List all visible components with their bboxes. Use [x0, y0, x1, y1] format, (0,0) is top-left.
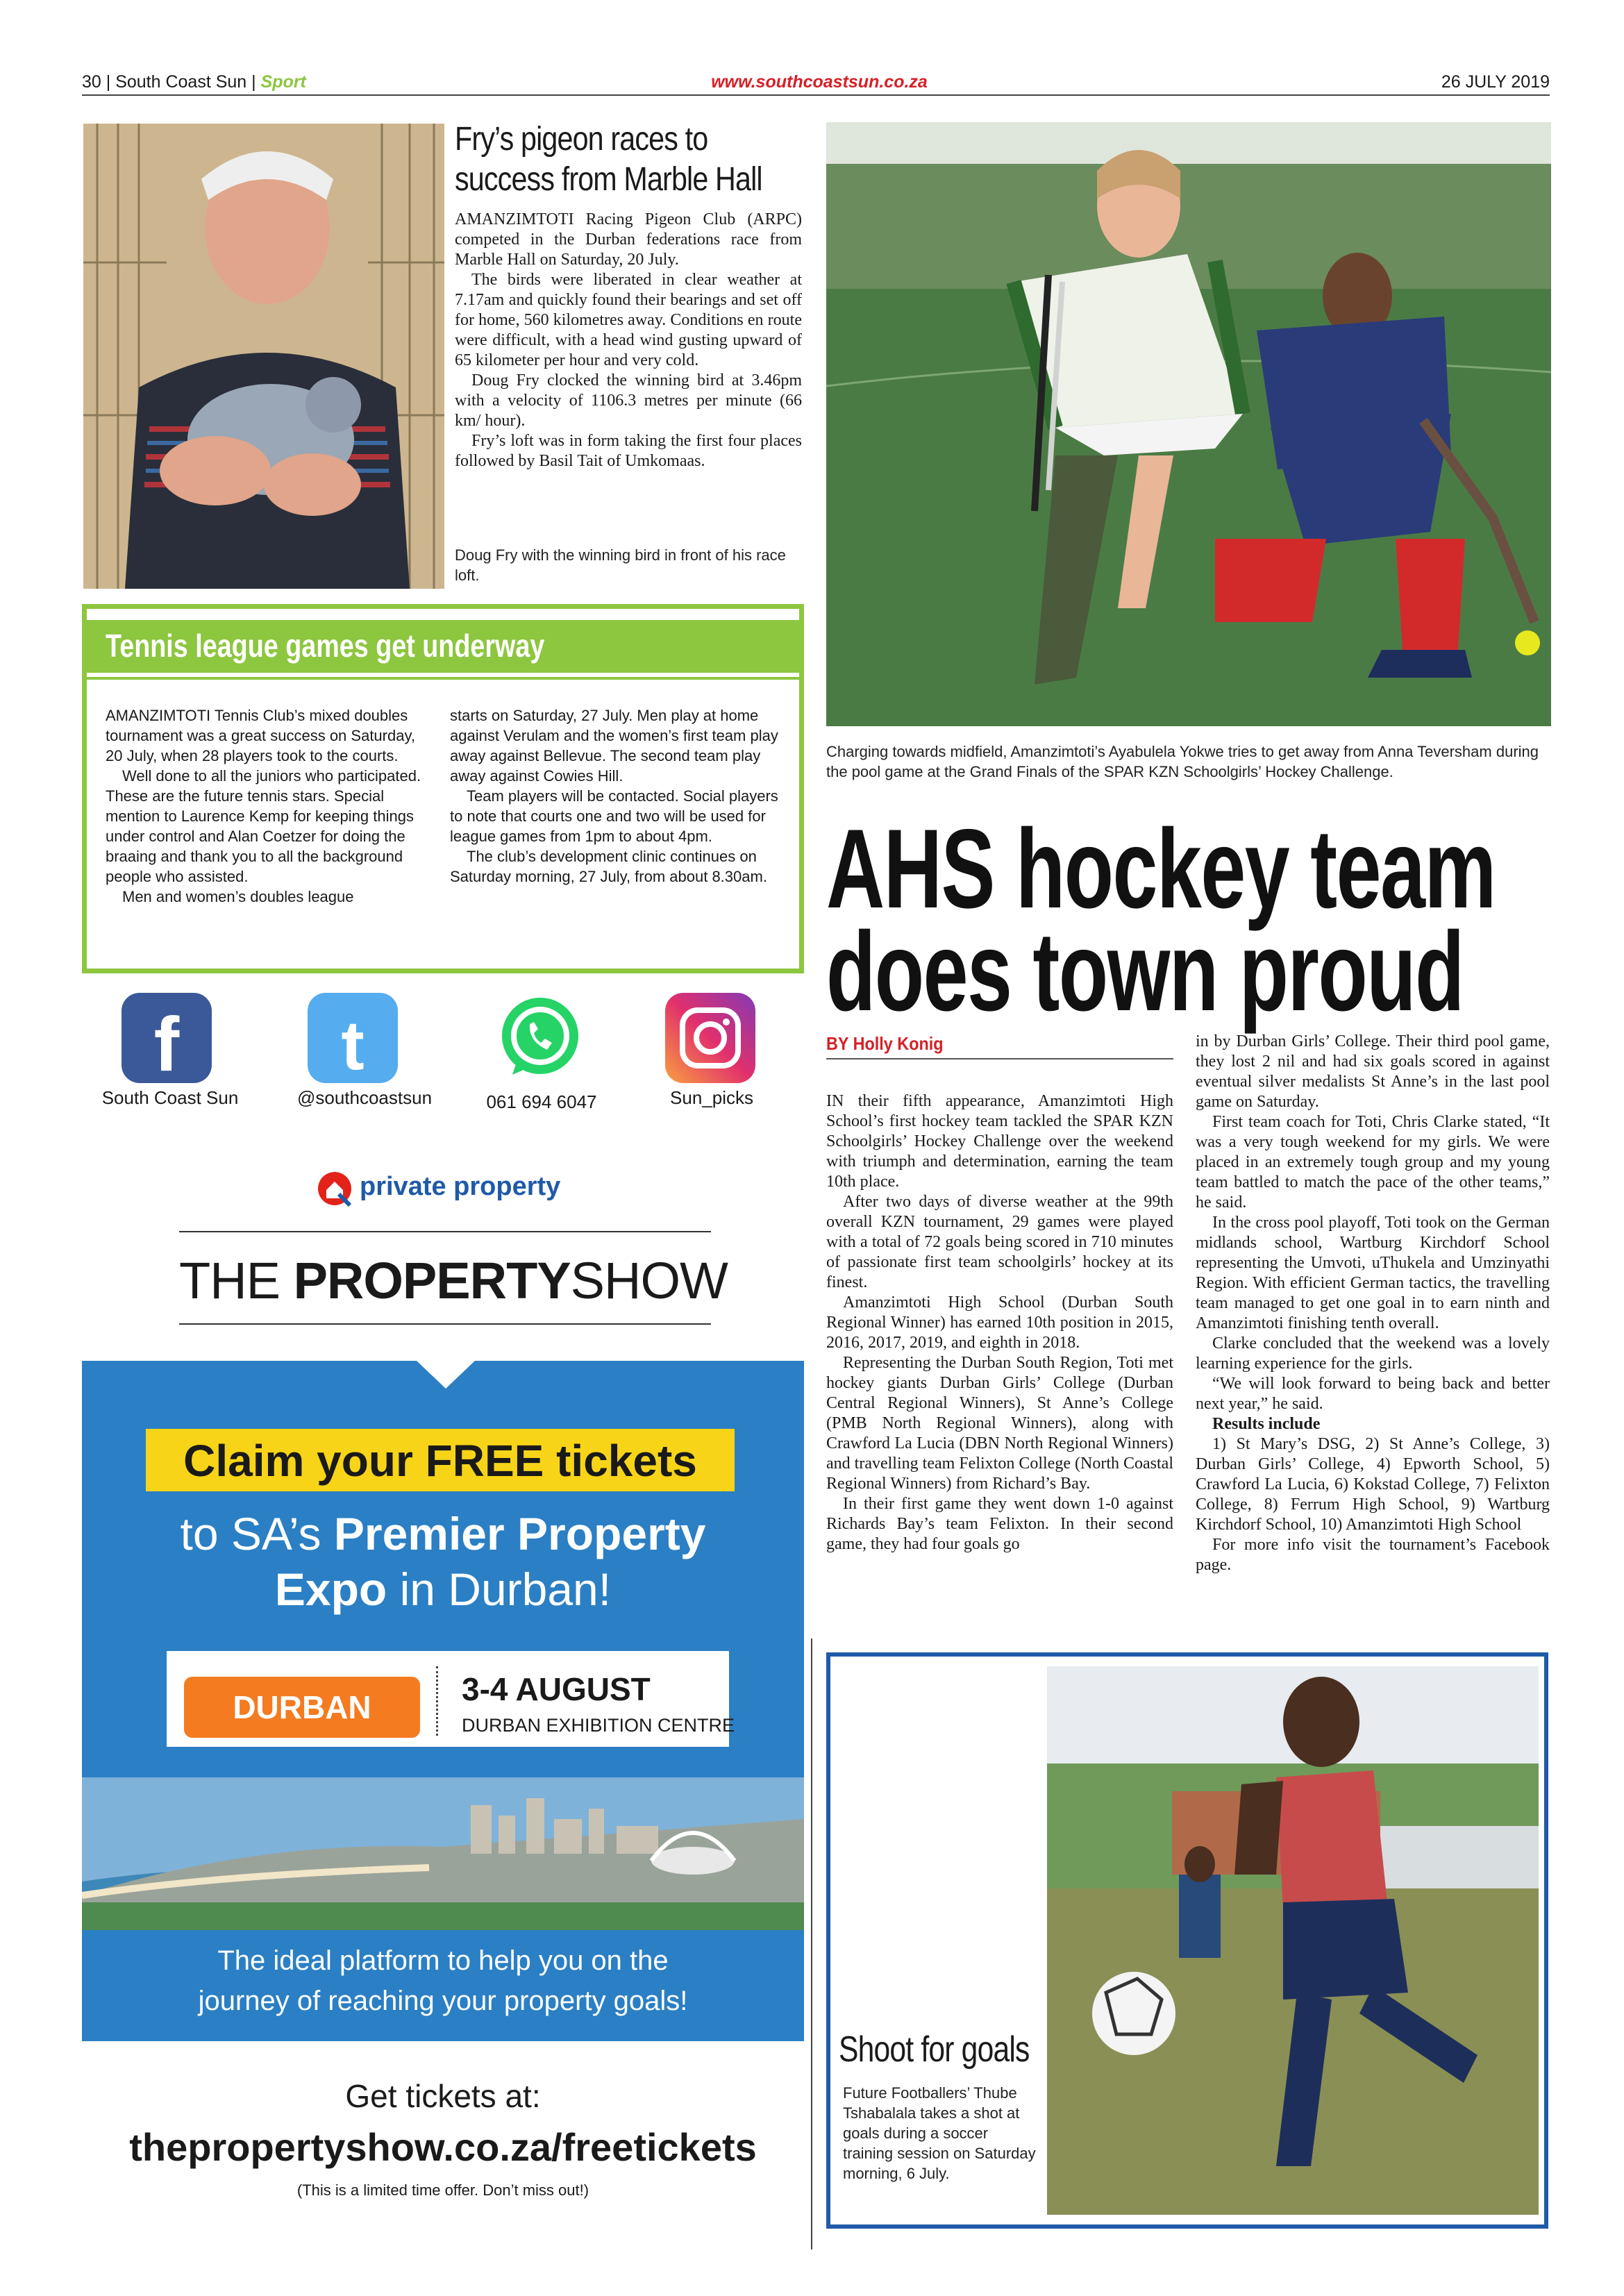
section-label: Sport [260, 72, 306, 92]
premier-line [82, 1505, 804, 1562]
hockey-col2-para-2: First team coach for Toti, Chris Clarke stated, “It was a very tough weekend for my girls. We were placed in an extremely tough group and my young team battled to match the pace of the other teams,” he said. [1196, 1113, 1550, 1212]
pigeon-para-4: Fry’s loft was in form taking the first four places followed by Basil Tait of Umkomaas. [455, 432, 802, 470]
pigeon-para-2: The birds were liberated in clear weather at 7.17am and quickly found their bearings and set off for home, 560 kilometres away. Conditions en route were difficult, with a head wind gusting upward of 65 kilometer per hour and very cold. [455, 271, 802, 369]
tennis-col-2 [450, 705, 782, 887]
show-title-the: THE [179, 1252, 280, 1309]
get-tickets-label: Get tickets at: [345, 2078, 541, 2114]
whatsapp-icon[interactable] [495, 993, 585, 1083]
svg-text:f: f [153, 1002, 180, 1083]
pigeon-caption: Doug Fry with the winning bird in front of his race loft. [455, 546, 786, 584]
twitter-label: @southcoastsun [296, 1087, 433, 1108]
hockey-col1-para-5: In their first game they went down 1-0 against Richards Bay’s team Felixton. In their second game, they had four goals go [826, 1495, 1173, 1553]
claim-text: Claim your FREE tickets [183, 1436, 697, 1486]
hockey-photo [826, 122, 1551, 726]
tagline-line2: journey of reaching your property goals! [198, 1986, 688, 2016]
website-link[interactable]: www.southcoastsun.co.za [711, 72, 928, 92]
show-title-show: SHOW [570, 1252, 728, 1309]
hockey-col1-para-4: Representing the Durban South Region, Toti met hockey giants Durban Girls’ College (Durban Central Regional Winners), St Anne’s College (PMB North Regional Winners), along with Crawford La Lucia (DBN North Regional Winners) and travelling team Felixton College (North Coastal Regional Winners) from Richard’s Bay. [826, 1354, 1173, 1493]
pigeon-headline-line2: success from Marble Hall [455, 161, 762, 198]
pigeon-para-3: Doug Fry clocked the winning bird at 3.46pm with a velocity of 1106.3 metres per minute (66 km/ hour). [455, 371, 802, 430]
ad-notch [417, 1361, 475, 1389]
results-list: 1) St Mary’s DSG, 2) St Anne’s College, 3) Durban Girls’ College, 4) Epworth School, 5) Crawford La Lucia, 6) Kokstad College, 7) Felixton College, 8) Ferrum High School, 9) Wartburg Kirchdorf School, 10) Amanzimtoti High School [1196, 1435, 1550, 1534]
pigeon-headline [455, 119, 765, 200]
instagram-icon[interactable] [665, 993, 755, 1083]
svg-text:t: t [341, 1007, 365, 1083]
durban-skyline-photo [82, 1777, 804, 1930]
tennis-headline: Tennis league games get underway [106, 628, 545, 664]
pigeon-photo [83, 124, 444, 589]
tennis-col2-para-1: starts on Saturday, 27 July. Men play at home against Verulam and the women’s first team play away against Bellevue. The second team play away against Cowies Hill. [450, 707, 778, 785]
premier-emph: Premier Property [333, 1508, 706, 1559]
private-property-logo [314, 1166, 578, 1208]
ad-rule-bottom [179, 1323, 711, 1325]
tennis-col2-para-2: Team players will be contacted. Social players to note that courts one and two will be used for league games from 1pm to about 4pm. [450, 787, 778, 845]
instagram-label: Sun_picks [670, 1087, 753, 1108]
tennis-col1-para-3: Men and women’s doubles league [122, 888, 354, 905]
tennis-band-rule [87, 677, 799, 680]
pigeon-body [455, 210, 802, 471]
whatsapp-label: 061 694 6047 [486, 1091, 597, 1112]
show-title-property: PROPERTY [293, 1252, 571, 1309]
private-property-brand: private property [360, 1172, 561, 1201]
facebook-icon[interactable] [122, 993, 212, 1083]
tagline-line1: The ideal platform to help you on the [217, 1945, 669, 1976]
hockey-photo-caption: Charging towards midfield, Amanzimtoti’s Ayabulela Yokwe tries to get away from Anna Teversham during the pool game at the Grand Finals of the SPAR KZN Schoolgirls’ Hockey Challenge. [826, 743, 1539, 780]
pigeon-photo-illustration [83, 124, 444, 589]
facebook-label: South Coast Sun [101, 1087, 239, 1108]
soccer-caption: Future Footballers’ Thube Tshabalala takes a shot at goals during a soccer training session on Saturday morning, 6 July. [843, 2084, 1036, 2182]
more-info: For more info visit the tournament’s Facebook page. [1196, 1536, 1550, 1574]
page-info: 30 | South Coast Sun | [82, 72, 256, 92]
tennis-col-1 [106, 705, 433, 907]
twitter-icon[interactable] [308, 993, 398, 1083]
issue-date: 26 JULY 2019 [1441, 72, 1550, 92]
durban-label: DURBAN [233, 1689, 371, 1725]
property-show-title [179, 1250, 728, 1312]
tennis-col2-para-3: The club’s development clinic continues on Saturday morning, 27 July, from about 8.30am. [450, 848, 767, 885]
ad-disclaimer: (This is a limited time offer. Don’t miss out!) [296, 2181, 589, 2199]
ticket-url-link[interactable]: thepropertyshow.co.za/freetickets [129, 2125, 757, 2169]
pigeon-headline-line1: Fry’s pigeon races to [455, 121, 708, 158]
byline-rule [826, 1058, 1173, 1059]
hockey-headline-line2: does town proud [826, 909, 1464, 1034]
house-icon [314, 1166, 355, 1208]
soccer-photo [1047, 1666, 1539, 2215]
soccer-headline: Shoot for goals [839, 2029, 1030, 2070]
hockey-byline: BY Holly Konig [826, 1033, 944, 1054]
hockey-col-2 [1196, 1032, 1550, 1575]
tennis-col1-para-2: Well done to all the juniors who participated. These are the future tennis stars. Special mention to Laurence Kemp for keeping things under control and Alan Coetzer for doing the braaing and thank you to all the background people who assisted. [106, 767, 421, 885]
hockey-col1-para-1: IN their fifth appearance, Amanzimtoti High School’s first hockey team tackled the SPAR KZN Schoolgirls’ Hockey Challenge over the weekend with triumph and determination, earning the team 10th place. [826, 1092, 1173, 1191]
hockey-headline-line1: AHS hockey team [826, 806, 1496, 932]
hockey-col2-para-3: In the cross pool playoff, Toti took on the German midlands school, Wartburg Kirchdorf School representing the Umvoti, uThukela and Umzinyathi Region. With efficient German tactics, the travelling team managed to get one goal in to earn ninth and Amanzimtoti finishing tenth overall. [1196, 1214, 1550, 1332]
pigeon-para-1: AMANZIMTOTI Racing Pigeon Club (ARPC) competed in the Durban federations race from Marble Hall on Saturday, 20 July. [455, 210, 802, 269]
date-divider [436, 1666, 438, 1736]
tennis-col1-para-1: AMANZIMTOTI Tennis Club’s mixed doubles tournament was a great success on Saturday, 20 July, when 28 players took to the courts. [106, 707, 415, 764]
event-dates: 3-4 AUGUST [462, 1671, 651, 1707]
results-heading: Results include [1212, 1415, 1321, 1433]
expo-line [82, 1561, 804, 1618]
expo-suffix: in Durban! [387, 1564, 612, 1615]
premier-prefix: to SA’s [180, 1508, 334, 1559]
hockey-col1-para-2: After two days of diverse weather at the 99th overall KZN tournament, 29 games were played with a total of 72 goals being scored in 710 minutes of passionate first team schoolgirls’ hockey at its finest. [826, 1193, 1173, 1291]
hockey-col-1 [826, 1091, 1173, 1555]
ad-rule-top [179, 1231, 711, 1232]
expo-emph: Expo [274, 1564, 387, 1615]
column-separator [811, 1639, 812, 2249]
hockey-col1-para-3: Amanzimtoti High School (Durban South Regional Winner) has earned 10th position in 2015, 2016, 2017, 2019, and eighth in 2018. [826, 1293, 1173, 1352]
event-venue: DURBAN EXHIBITION CENTRE [462, 1715, 735, 1736]
hockey-headline [826, 806, 1496, 1034]
header-rule [82, 94, 1550, 96]
page-header [82, 72, 306, 92]
ad-tagline [82, 1941, 804, 2021]
hockey-col2-para-5: “We will look forward to being back and better next year,” he said. [1196, 1375, 1550, 1413]
hockey-col2-para-1: in by Durban Girls’ College. Their third pool game, they lost 2 nil and had six goals scored in against eventual silver medalists St Anne’s in the last pool game on Saturday. [1196, 1032, 1550, 1111]
hockey-col2-para-4: Clarke concluded that the weekend was a lovely learning experience for the girls. [1196, 1334, 1550, 1373]
